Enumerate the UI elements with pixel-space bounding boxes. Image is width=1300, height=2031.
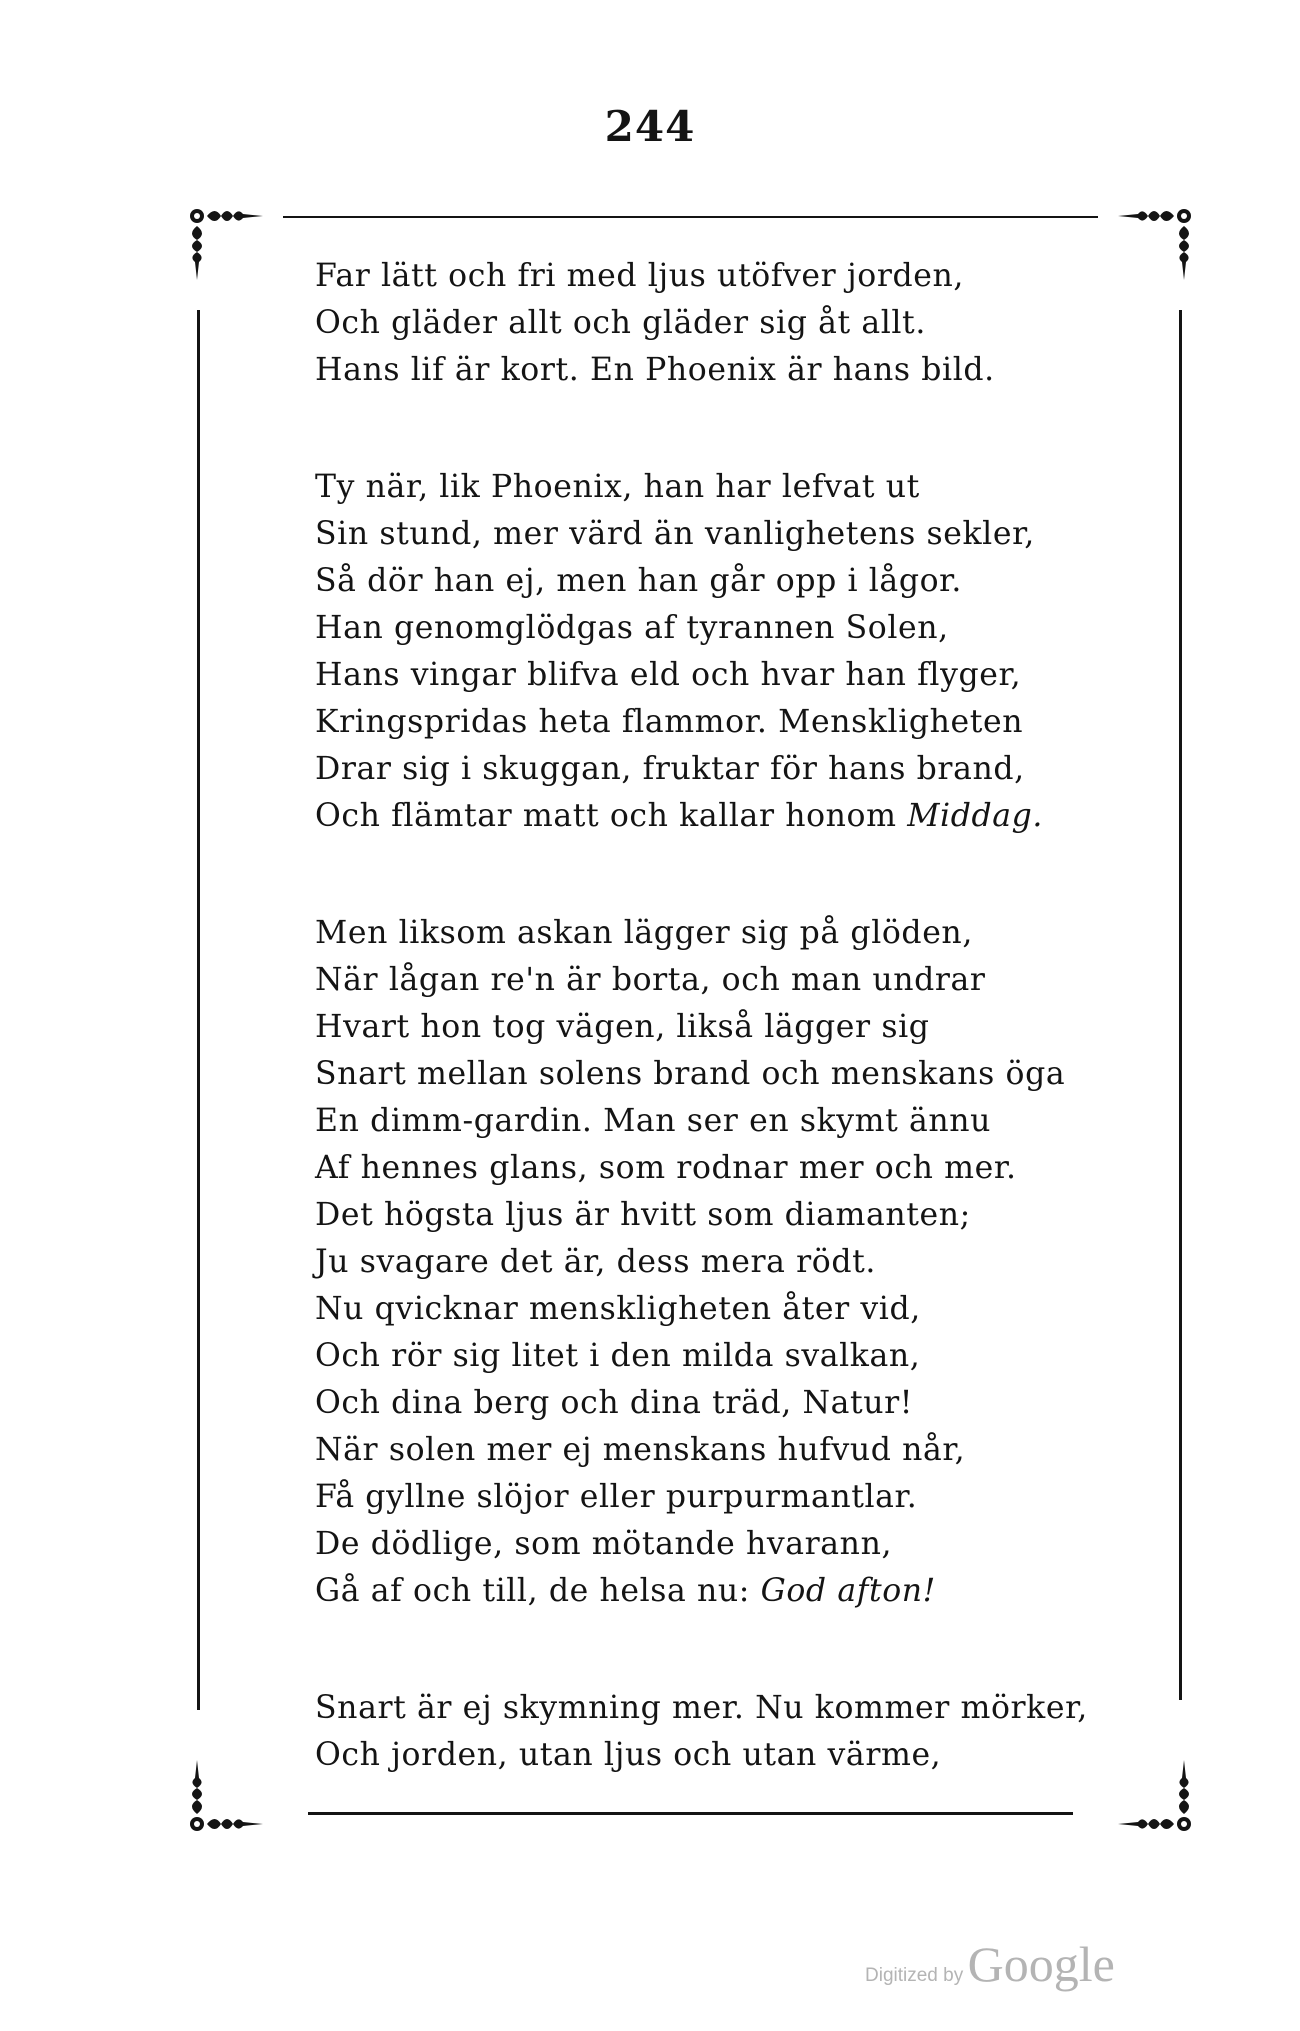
verse-line: Och jorden, utan ljus och utan värme, xyxy=(315,1737,942,1773)
verse-line: Och flämtar matt och kallar honom Middag. xyxy=(315,798,1044,834)
corner-flourish-icon xyxy=(183,1740,283,1840)
verse-line: Och dina berg och dina träd, Natur! xyxy=(315,1385,914,1421)
verse-line: Nu qvicknar menskligheten åter vid, xyxy=(315,1291,921,1327)
verse-line: Hans lif är kort. En Phoenix är hans bild. xyxy=(315,352,995,388)
verse-line: Af hennes glans, som rodnar mer och mer. xyxy=(315,1150,1017,1186)
verse-line: Snart mellan solens brand och menskans öga xyxy=(315,1056,1066,1092)
poem-text xyxy=(315,253,1175,1779)
verse-line: När solen mer ej menskans hufvud når, xyxy=(315,1432,966,1468)
verse-line: Sin stund, mer värd än vanlighetens sekler, xyxy=(315,516,1035,552)
verse-line: Han genomglödgas af tyrannen Solen, xyxy=(315,610,949,646)
stanza xyxy=(315,910,1175,1615)
verse-line: Det högsta ljus är hvitt som diamanten; xyxy=(315,1197,971,1233)
verse-line: När lågan re'n är borta, och man undrar xyxy=(315,962,986,998)
verse-line: Och gläder allt och gläder sig åt allt. xyxy=(315,305,926,341)
verse-line: Snart är ej skymning mer. Nu kommer mörker, xyxy=(315,1690,1088,1726)
verse-line: Kringspridas heta flammor. Menskligheten xyxy=(315,704,1024,740)
stanza xyxy=(315,464,1175,840)
verse-line: Och rör sig litet i den milda svalkan, xyxy=(315,1338,921,1374)
verse-line: Gå af och till, de helsa nu: God afton! xyxy=(315,1573,936,1609)
verse-line: Få gyllne slöjor eller purpurmantlar. xyxy=(315,1479,918,1515)
verse-line: Hans vingar blifva eld och hvar han flyger, xyxy=(315,657,1022,693)
google-logo: Google xyxy=(967,1936,1115,1992)
page-number: 244 xyxy=(604,102,696,151)
watermark-prefix: Digitized by xyxy=(865,1965,964,1986)
stanza xyxy=(315,253,1175,394)
verse-line: Ty när, lik Phoenix, han har lefvat ut xyxy=(315,469,920,505)
verse-line: En dimm-gardin. Man ser en skymt ännu xyxy=(315,1103,992,1139)
border-bottom-rule xyxy=(308,1812,1073,1815)
verse-line: Hvart hon tog vägen, likså lägger sig xyxy=(315,1009,930,1045)
verse-line: De dödlige, som mötande hvarann, xyxy=(315,1526,893,1562)
verse-line: Far lätt och fri med ljus utöfver jorden, xyxy=(315,258,965,294)
verse-line: Men liksom askan lägger sig på glöden, xyxy=(315,915,973,951)
verse-line: Så dör han ej, men han går opp i lågor. xyxy=(315,563,962,599)
corner-flourish-icon xyxy=(183,200,283,300)
border-right-rule xyxy=(1179,310,1182,1700)
digitized-by-watermark xyxy=(865,1935,1115,1993)
border-top-rule xyxy=(283,216,1098,218)
border-left-rule xyxy=(197,310,200,1710)
verse-line: Drar sig i skuggan, fruktar för hans brand, xyxy=(315,751,1025,787)
verse-line: Ju svagare det är, dess mera rödt. xyxy=(315,1244,876,1280)
stanza xyxy=(315,1685,1175,1779)
